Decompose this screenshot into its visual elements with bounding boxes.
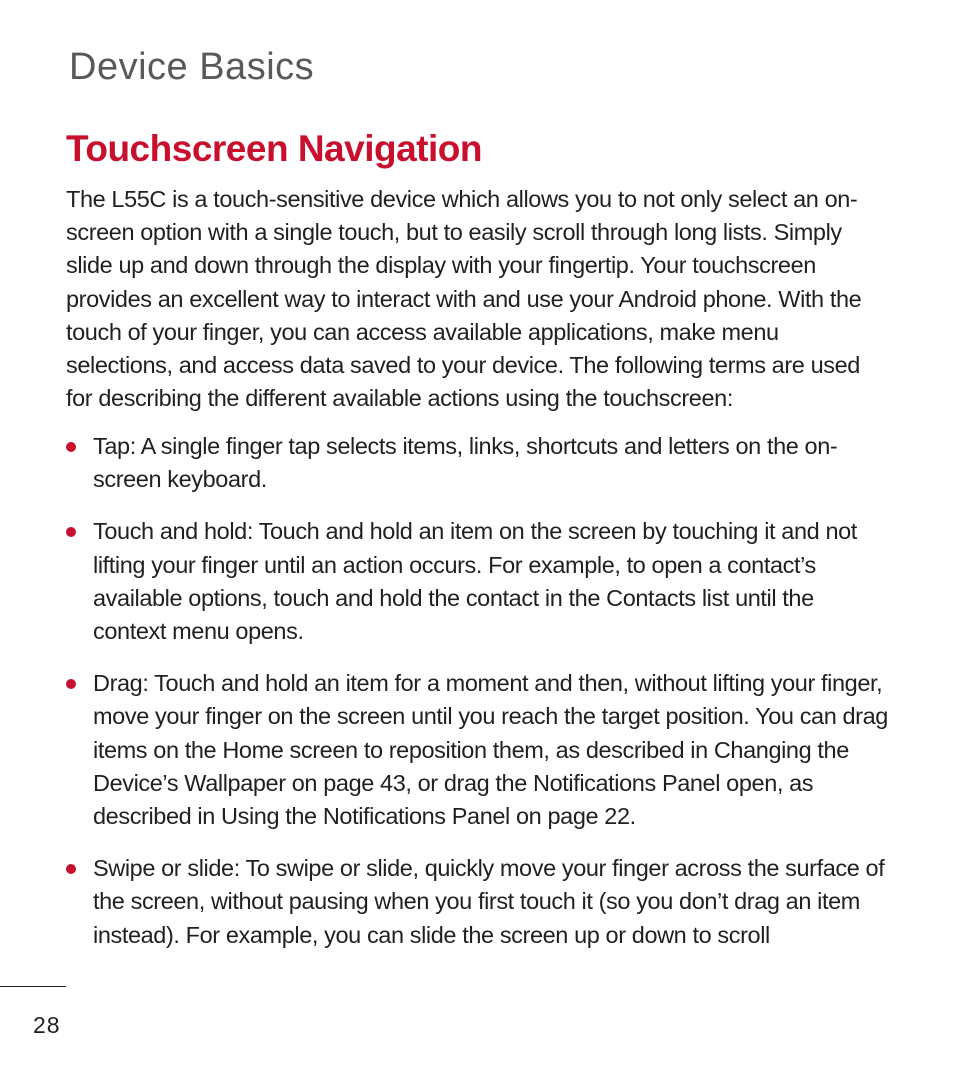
list-item-drag (66, 667, 892, 833)
list-item-swipe-or-slide (66, 852, 892, 952)
terms-list (66, 430, 892, 971)
list-item-touch-and-hold (66, 515, 892, 648)
bullet-dot-icon (66, 527, 76, 537)
section-title: Device Basics (69, 46, 315, 88)
list-item-tap (66, 430, 892, 496)
bullet-dot-icon (66, 679, 76, 689)
intro-paragraph: The L55C is a touch-sensitive device which allows you to not only select an on-screen option with a single touch, but to easily scroll through long lists. Simply slide up and down through the display with your fingertip. Your touchscreen provides an excellent way to interact with and use your Android phone. With the touch of your finger, you can access available applications, make menu selections, and access data saved to your device. The following terms are used for describing the different available actions using the touchscreen: (66, 186, 862, 412)
bullet-dot-icon (66, 442, 76, 452)
term-description: : Touch and hold an item on the screen by touching it and not lifting your finger until an action occurs. For example, to open a contact’s available options, touch and hold the contact in the Contacts list until the context menu opens. (93, 518, 857, 645)
term-label: Swipe or slide (93, 855, 234, 882)
footer-divider (0, 986, 66, 987)
term-description: : To swipe or slide, quickly move your finger across the surface of the screen, without pausing when you first touch it (so you don’t drag an item instead). For example, you can slide the screen up or down to scroll (93, 855, 885, 948)
term-label: Touch and hold (93, 518, 247, 545)
page-heading: Touchscreen Navigation (66, 128, 482, 169)
page-number: 28 (33, 1012, 61, 1038)
term-label: Drag (93, 670, 143, 697)
term-description: : Touch and hold an item for a moment and then, without lifting your finger, move your finger on the screen until you reach the target position. You can drag items on the Home screen to reposition them, as described in Changing the Device’s Wallpaper on page 43, or drag the Notifications Panel open, as described in Using the Notifications Panel on page 22. (93, 670, 888, 830)
bullet-dot-icon (66, 864, 76, 874)
term-description: : A single finger tap selects items, links, shortcuts and letters on the on-screen keyboard. (93, 433, 838, 493)
term-label: Tap (93, 433, 130, 459)
